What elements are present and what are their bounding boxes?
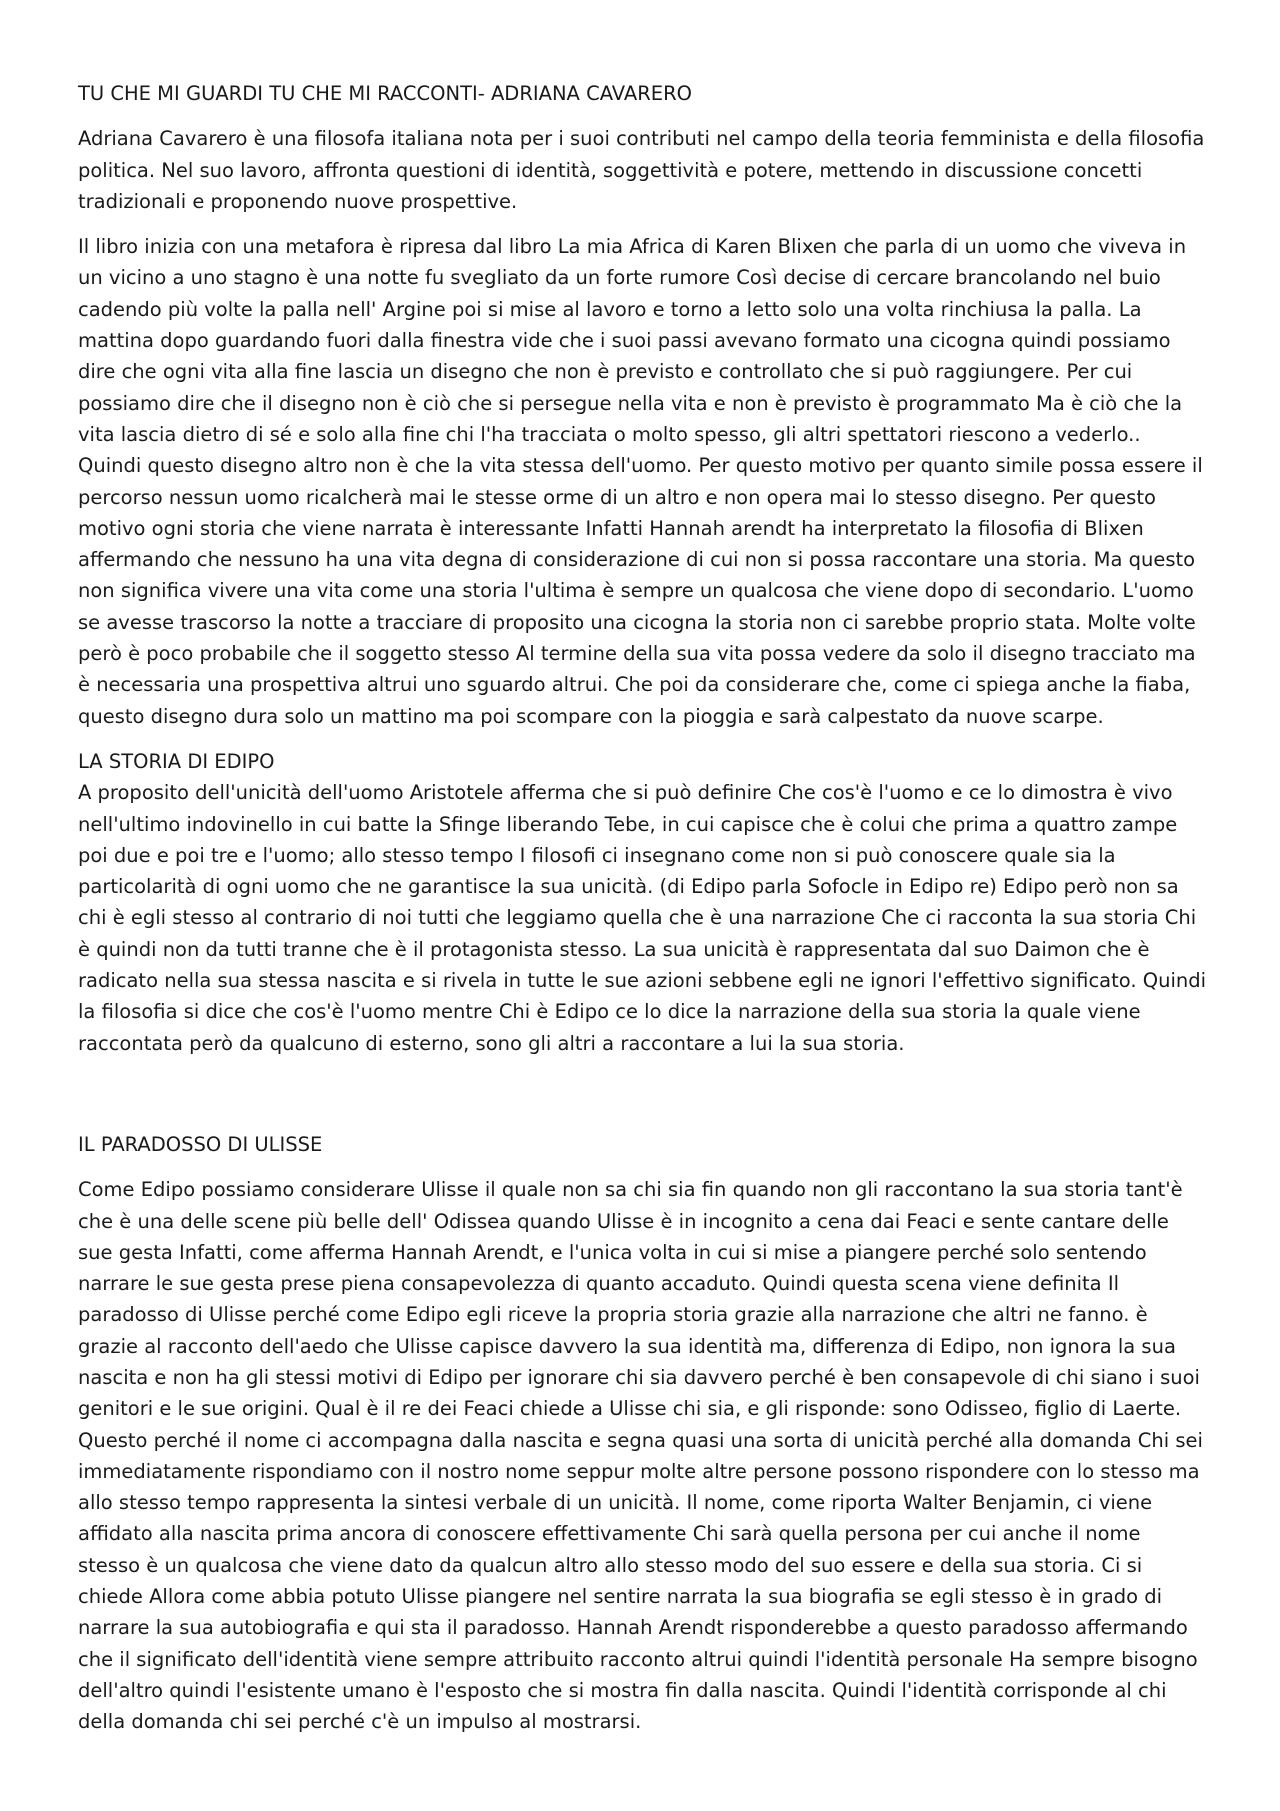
section-heading-edipo: LA STORIA DI EDIPO xyxy=(78,749,275,773)
intro-paragraph: Adriana Cavarero è una filosofa italiana nota per i suoi contributi nel campo della teoria femminista e della filosofia politica. Nel suo lavoro, affronta questioni di identità, soggettività e potere, mettendo in discussione concetti tradizionali e proponendo nuove prospettive. xyxy=(78,127,1205,213)
section-body-ulisse: Come Edipo possiamo considerare Ulisse il quale non sa chi sia fin quando non gli raccontano la sua storia tant'è che è una delle scene più belle dell' Odissea quando Ulisse è in incognito a cena dai Feaci e sente cantare delle sue gesta Infatti, come afferma Hannah Arendt, e l'unica volta in cui si mise a piangere perché solo sentendo narrare le sue gesta prese piena consapevolezza di quanto accaduto. Quindi questa scena viene definita Il paradosso di Ulisse perché come Edipo egli riceve la propria storia grazie alla narrazione che altri ne fanno. è grazie al racconto dell'aedo che Ulisse capisce davvero la sua identità ma, differenza di Edipo, non ignora la sua nascita e non ha gli stessi motivi di Edipo per ignorare chi sia davvero perché è ben consapevole di chi siano i suoi genitori e le sue origini. Qual è il re dei Feaci chiede a Ulisse chi sia, e gli risponde: sono Odisseo, figlio di Laerte. Questo perché il nome ci accompagna dalla nascita e segna quasi una sorta di unicità perché alla domanda Chi sei immediatamente rispondiamo con il nostro nome seppur molte altre persone possono rispondere con lo stesso ma allo stesso tempo rappresenta la sintesi verbale di un unicità. Il nome, come riporta Walter Benjamin, ci viene affidato alla nascita prima ancora di conoscere effettivamente Chi sarà quella persona per cui anche il nome stesso è un qualcosa che viene dato da qualcun altro allo stesso modo del suo essere e della sua storia. Ci si chiede Allora come abbia potuto Ulisse piangere nel sentire narrata la sua biografia se egli stesso è in grado di narrare la sua autobiografia e qui sta il paradosso. Hannah Arendt risponderebbe a questo paradosso affermando che il significato dell'identità viene sempre attribuito racconto altrui quindi l'identità personale Ha sempre bisogno dell'altro quindi l'esistente umano è l'esposto che si mostra fin dalla nascita. Quindi l'identità corrisponde al chi della domanda chi sei perché c'è un impulso al mostrarsi. xyxy=(78,1178,1203,1734)
section-heading-ulisse: IL PARADOSSO DI ULISSE xyxy=(78,1132,323,1156)
document-title: TU CHE MI GUARDI TU CHE MI RACCONTI- ADRIANA CAVARERO xyxy=(78,82,692,105)
section-body-edipo: A proposito dell'unicità dell'uomo Aristotele afferma che si può definire Che cos'è l'uomo e ce lo dimostra è vivo nell'ultimo indovinello in cui batte la Sfinge liberando Tebe, in cui capisce che è colui che prima a quattro zampe poi due e poi tre e l'uomo; allo stesso tempo I filosofi ci insegnano come non si può conoscere quale sia la particolarità di ogni uomo che ne garantisce la sua unicità. (di Edipo parla Sofocle in Edipo re) Edipo però non sa chi è egli stesso al contrario di noi tutti che leggiamo quella che è una narrazione Che ci racconta la sua storia Chi è quindi non da tutti tranne che è il protagonista stesso. La sua unicità è rappresentata dal suo Daimon che è radicato nella sua stessa nascita e si rivela in tutte le sue azioni sebbene egli ne ignori l'effettivo significato. Quindi la filosofia si dice che cos'è l'uomo mentre Chi è Edipo ce lo dice la narrazione della sua storia la quale viene raccontata però da qualcuno di esterno, sono gli altri a raccontare a lui la sua storia. xyxy=(78,781,1207,1055)
body-paragraph: Il libro inizia con una metafora è ripresa dal libro La mia Africa di Karen Blixen che parla di un uomo che viveva in un vicino a uno stagno è una notte fu svegliato da un forte rumore Così decise di cercare brancolando nel buio cadendo più volte la palla nell' Argine poi si mise al lavoro e torno a letto solo una volta rinchiusa la palla. La mattina dopo guardando fuori dalla finestra vide che i suoi passi avevano formato una cicogna quindi possiamo dire che ogni vita alla fine lascia un disegno che non è previsto e controllato che si può raggiungere. Per cui possiamo dire che il disegno non è ciò che si persegue nella vita e non è previsto è programmato Ma è ciò che la vita lascia dietro di sé e solo alla fine chi l'ha tracciata o molto spesso, gli altri spettatori riescono a vederlo.. Quindi questo disegno altro non è che la vita stessa dell'uomo. Per questo motivo per quanto simile possa essere il percorso nessun uomo ricalcherà mai le stesse orme di un altro e non opera mai lo stesso disegno. Per questo motivo ogni storia che viene narrata è interessante Infatti Hannah arendt ha interpretato la filosofia di Blixen affermando che nessuno ha una vita degna di considerazione di cui non si possa raccontare una storia. Ma questo non significa vivere una vita come una storia l'ultima è sempre un qualcosa che viene dopo di secondario. L'uomo se avesse trascorso la notte a tracciare di proposito una cicogna la storia non ci sarebbe proprio stata. Molte volte però è poco probabile che il soggetto stesso Al termine della sua vita possa vedere da solo il disegno tracciato ma è necessaria una prospettiva altrui uno sguardo altrui. Che poi da considerare che, come ci spiega anche la fiaba, questo disegno dura solo un mattino ma poi scompare con la pioggia e sarà calpestato da nuove scarpe. xyxy=(78,235,1203,728)
document-page xyxy=(78,78,1208,1752)
